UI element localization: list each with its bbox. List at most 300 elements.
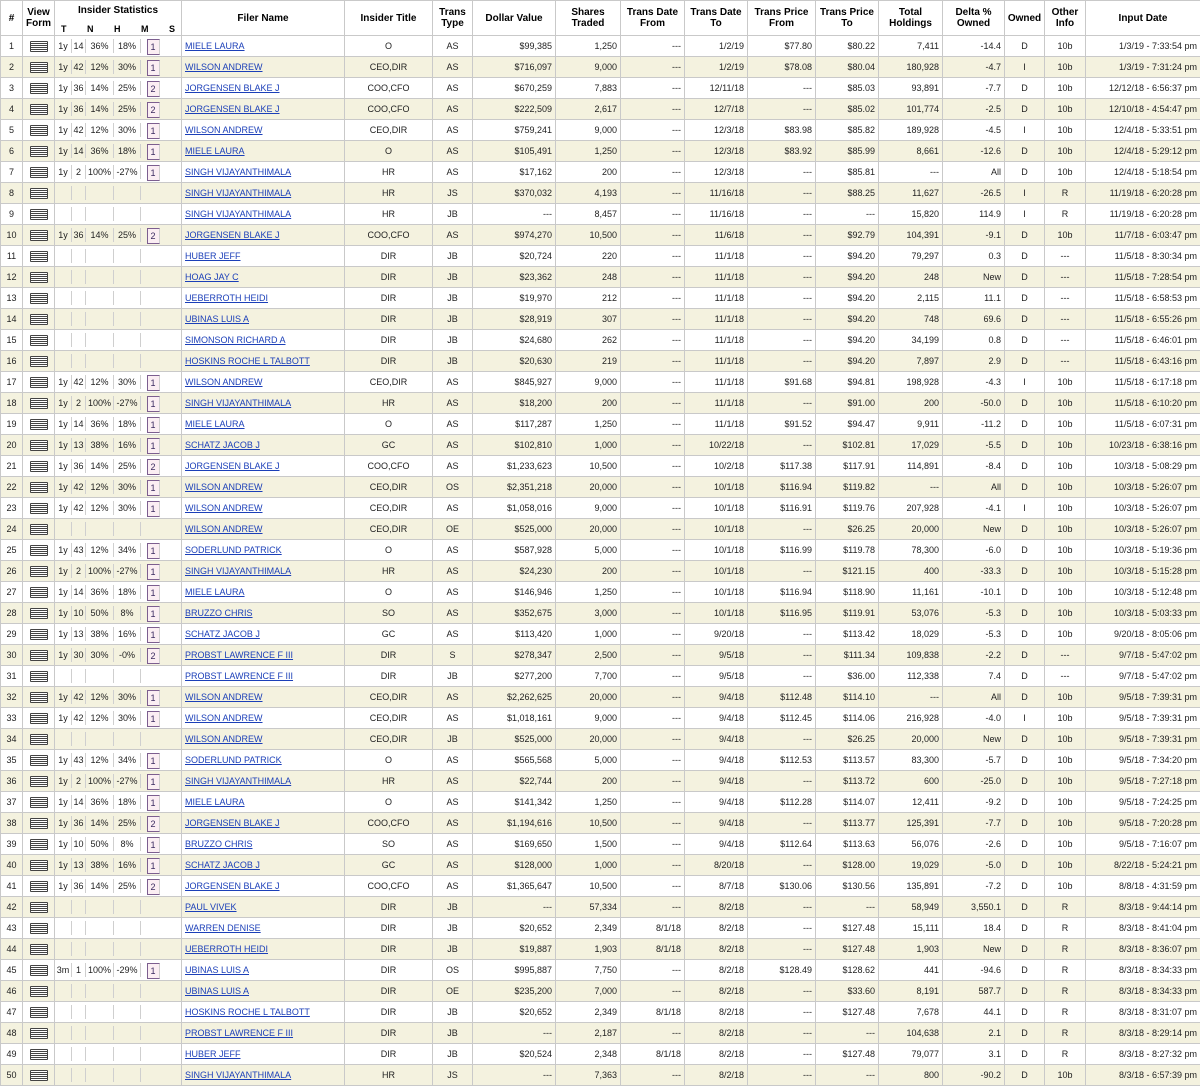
filer-name-cell [182,561,345,582]
other-info-cell: 10b [1045,624,1086,645]
view-form-cell [23,813,55,834]
filer-name-link[interactable]: SINGH VIJAYANTHIMALA [185,209,291,219]
filer-name-link[interactable]: SIMONSON RICHARD A [185,335,286,345]
trans-date-from-cell: --- [621,750,685,771]
delta-owned-cell: -7.2 [943,876,1005,897]
stat-s-badge[interactable]: 1 [147,837,160,853]
delta-owned-cell: -90.2 [943,1065,1005,1086]
stat-n: 42 [72,711,86,725]
stat-s-badge[interactable]: 1 [147,963,160,979]
filer-name-link[interactable]: SCHATZ JACOB J [185,629,260,639]
stat-n [72,1026,86,1040]
filer-name-link[interactable]: WILSON ANDREW [185,377,263,387]
filer-name-link[interactable]: MIELE LAURA [185,419,245,429]
insider-stats-cell [55,78,182,99]
stat-s-badge[interactable]: 1 [147,627,160,643]
stat-h: 12% [86,690,114,704]
stat-s-badge[interactable]: 2 [147,81,160,97]
view-form-icon[interactable] [30,734,48,745]
filer-name-link[interactable]: UBINAS LUIS A [185,986,249,996]
filer-name-link[interactable]: JORGENSEN BLAKE J [185,83,280,93]
filer-name-link[interactable]: WILSON ANDREW [185,713,263,723]
stat-t: 1y [55,627,72,641]
stat-s-badge[interactable]: 1 [147,417,160,433]
view-form-icon[interactable] [30,440,48,451]
dollar-value-cell: $113,420 [473,624,556,645]
view-form-icon[interactable] [30,881,48,892]
stat-m [114,186,141,200]
trans-type-cell: AS [433,498,473,519]
stat-s-badge[interactable]: 1 [147,480,160,496]
stat-s-badge[interactable]: 1 [147,39,160,55]
filer-name-link[interactable]: SODERLUND PATRICK [185,755,282,765]
stat-n: 13 [72,627,86,641]
total-holdings-cell: --- [879,687,943,708]
view-form-icon[interactable] [30,188,48,199]
stat-h: 38% [86,858,114,872]
filer-name-link[interactable]: UBINAS LUIS A [185,965,249,975]
delta-owned-cell: -4.1 [943,498,1005,519]
trans-price-from-cell: --- [748,246,816,267]
col-header-filer-name[interactable]: Filer Name [182,1,345,36]
trans-type-cell: JB [433,939,473,960]
filer-name-link[interactable]: BRUZZO CHRIS [185,839,253,849]
filer-name-link[interactable]: SINGH VIJAYANTHIMALA [185,566,291,576]
stat-s-badge[interactable]: 2 [147,459,160,475]
view-form-icon[interactable] [30,755,48,766]
view-form-icon[interactable] [30,629,48,640]
stat-m: 18% [114,795,141,809]
view-form-icon[interactable] [30,314,48,325]
filer-name-cell [182,519,345,540]
col-header-trans-date-to[interactable]: Trans Date To [685,1,748,36]
stat-s-badge[interactable]: 2 [147,648,160,664]
trans-type-cell: AS [433,624,473,645]
shares-traded-cell: 9,000 [556,498,621,519]
row-number: 13 [1,288,23,309]
stat-s-badge[interactable]: 1 [147,165,160,181]
filer-name-link[interactable]: HOSKINS ROCHE L TALBOTT [185,1007,310,1017]
filer-name-link[interactable]: WILSON ANDREW [185,503,263,513]
stat-s-badge[interactable]: 1 [147,543,160,559]
stat-h: 36% [86,39,114,53]
filer-name-cell [182,1002,345,1023]
trans-price-from-cell: --- [748,939,816,960]
stat-m: 18% [114,39,141,53]
trans-date-to-cell: 9/4/18 [685,729,748,750]
trans-date-from-cell: --- [621,36,685,57]
insider-title-cell: HR [345,183,433,204]
stat-t [55,249,72,263]
delta-owned-cell: -50.0 [943,393,1005,414]
stat-t [55,921,72,935]
trans-price-from-cell: --- [748,666,816,687]
total-holdings-cell: 56,076 [879,834,943,855]
view-form-icon[interactable] [30,230,48,241]
stat-h [86,249,114,263]
view-form-icon[interactable] [30,356,48,367]
stat-s [141,900,165,914]
dollar-value-cell: $845,927 [473,372,556,393]
trans-date-to-cell: 10/22/18 [685,435,748,456]
filer-name-link[interactable]: WILSON ANDREW [185,482,263,492]
view-form-icon[interactable] [30,146,48,157]
stat-t [55,732,72,746]
view-form-icon[interactable] [30,1070,48,1081]
stat-h [86,1068,114,1082]
trans-date-to-cell: 9/5/18 [685,645,748,666]
insider-stats-cell [55,99,182,120]
stat-s [141,543,165,557]
input-date-cell: 11/5/18 - 6:17:18 pm [1086,372,1200,393]
stat-s-badge[interactable]: 1 [147,606,160,622]
filer-name-link[interactable]: SINGH VIJAYANTHIMALA [185,1070,291,1080]
stat-n: 42 [72,480,86,494]
insider-title-cell: CEO,DIR [345,498,433,519]
view-form-icon[interactable] [30,272,48,283]
stat-s-badge[interactable]: 1 [147,690,160,706]
col-header-trans-type[interactable]: Trans Type [433,1,473,36]
trans-date-from-cell: --- [621,792,685,813]
stat-s-badge[interactable]: 2 [147,879,160,895]
view-form-cell [23,78,55,99]
stat-h [86,291,114,305]
filer-name-link[interactable]: JORGENSEN BLAKE J [185,461,280,471]
insider-title-cell: DIR [345,267,433,288]
filer-name-link[interactable]: PROBST LAWRENCE F III [185,1028,293,1038]
shares-traded-cell: 200 [556,162,621,183]
insider-stats-cell [55,246,182,267]
col-header-delta-owned[interactable]: Delta % Owned [943,1,1005,36]
shares-traded-cell: 9,000 [556,57,621,78]
view-form-icon[interactable] [30,986,48,997]
delta-owned-cell: 3,550.1 [943,897,1005,918]
stat-s-badge[interactable]: 1 [147,144,160,160]
stat-s-badge[interactable]: 1 [147,564,160,580]
stat-n: 2 [72,564,86,578]
filer-name-link[interactable]: PAUL VIVEK [185,902,237,912]
stat-m: 25% [114,102,141,116]
trans-price-from-cell: --- [748,309,816,330]
view-form-icon[interactable] [30,461,48,472]
view-form-icon[interactable] [30,902,48,913]
filer-name-link[interactable]: WILSON ANDREW [185,125,263,135]
view-form-icon[interactable] [30,83,48,94]
trans-date-to-cell: 9/20/18 [685,624,748,645]
stat-h [86,942,114,956]
stats-sub-t: T [61,24,67,35]
filer-name-link[interactable]: SINGH VIJAYANTHIMALA [185,776,291,786]
input-date-cell: 8/3/18 - 8:41:04 pm [1086,918,1200,939]
view-form-icon[interactable] [30,125,48,136]
trans-date-to-cell: 11/1/18 [685,288,748,309]
stat-s [141,291,165,305]
owned-cell: D [1005,981,1045,1002]
view-form-icon[interactable] [30,251,48,262]
delta-owned-cell: -14.4 [943,36,1005,57]
shares-traded-cell: 10,500 [556,813,621,834]
stat-h: 14% [86,81,114,95]
stat-s-badge[interactable]: 1 [147,585,160,601]
view-form-icon[interactable] [30,377,48,388]
filer-name-link[interactable]: PROBST LAWRENCE F III [185,671,293,681]
table-row [1,435,1200,456]
filer-name-cell [182,582,345,603]
trans-price-from-cell: --- [748,330,816,351]
trans-date-from-cell: --- [621,834,685,855]
stat-s-badge[interactable]: 1 [147,795,160,811]
input-date-cell: 11/5/18 - 6:46:01 pm [1086,330,1200,351]
filer-name-link[interactable]: HUBER JEFF [185,1049,241,1059]
stat-m [114,291,141,305]
col-header-dollar-value[interactable]: Dollar Value [473,1,556,36]
view-form-icon[interactable] [30,587,48,598]
col-header-shares-traded[interactable]: Shares Traded [556,1,621,36]
stat-t: 1y [55,858,72,872]
stat-m: 18% [114,585,141,599]
filer-name-link[interactable]: WILSON ANDREW [185,524,263,534]
dollar-value-cell: $525,000 [473,519,556,540]
col-header-trans-price-from[interactable]: Trans Price From [748,1,816,36]
stat-s-badge[interactable]: 1 [147,60,160,76]
filer-name-link[interactable]: SCHATZ JACOB J [185,860,260,870]
other-info-cell: --- [1045,666,1086,687]
row-number: 4 [1,99,23,120]
filer-name-link[interactable]: JORGENSEN BLAKE J [185,818,280,828]
filer-name-link[interactable]: MIELE LAURA [185,41,245,51]
insider-stats-cell [55,813,182,834]
stat-t [55,1005,72,1019]
col-header-total-holdings[interactable]: Total Holdings [879,1,943,36]
view-form-icon[interactable] [30,524,48,535]
filer-name-link[interactable]: UEBERROTH HEIDI [185,944,268,954]
other-info-cell: 10b [1045,99,1086,120]
view-form-icon[interactable] [30,797,48,808]
stat-s-badge[interactable]: 1 [147,753,160,769]
filer-name-cell [182,204,345,225]
delta-owned-cell: -2.6 [943,834,1005,855]
shares-traded-cell: 1,250 [556,414,621,435]
delta-owned-cell: -2.2 [943,645,1005,666]
trans-date-to-cell: 8/2/18 [685,897,748,918]
col-header-num[interactable]: # [1,1,23,36]
view-form-icon[interactable] [30,671,48,682]
stat-s-badge[interactable]: 2 [147,228,160,244]
stat-s-badge[interactable]: 1 [147,123,160,139]
trans-type-cell: AS [433,372,473,393]
row-number: 19 [1,414,23,435]
stat-s-badge[interactable]: 1 [147,396,160,412]
filer-name-link[interactable]: HOAG JAY C [185,272,239,282]
view-form-icon[interactable] [30,944,48,955]
stat-h: 50% [86,606,114,620]
trans-type-cell: AS [433,36,473,57]
trans-date-to-cell: 11/1/18 [685,351,748,372]
view-form-icon[interactable] [30,965,48,976]
owned-cell: I [1005,498,1045,519]
col-header-owned[interactable]: Owned [1005,1,1045,36]
owned-cell: D [1005,435,1045,456]
other-info-cell: --- [1045,309,1086,330]
view-form-icon[interactable] [30,104,48,115]
filer-name-link[interactable]: SODERLUND PATRICK [185,545,282,555]
col-header-input-date[interactable]: Input Date [1086,1,1200,36]
stat-s-badge[interactable]: 2 [147,102,160,118]
filer-name-link[interactable]: JORGENSEN BLAKE J [185,230,280,240]
col-header-trans-date-from[interactable]: Trans Date From [621,1,685,36]
filer-name-link[interactable]: SCHATZ JACOB J [185,440,260,450]
filer-name-link[interactable]: PROBST LAWRENCE F III [185,650,293,660]
trans-type-cell: OS [433,477,473,498]
input-date-cell: 8/22/18 - 5:24:21 pm [1086,855,1200,876]
view-form-icon[interactable] [30,398,48,409]
row-number: 30 [1,645,23,666]
stat-n: 42 [72,375,86,389]
total-holdings-cell: 400 [879,561,943,582]
filer-name-link[interactable]: UEBERROTH HEIDI [185,293,268,303]
dollar-value-cell: $277,200 [473,666,556,687]
view-form-icon[interactable] [30,503,48,514]
filer-name-link[interactable]: SINGH VIJAYANTHIMALA [185,398,291,408]
view-form-icon[interactable] [30,860,48,871]
col-header-view-form[interactable]: View Form [23,1,55,36]
filer-name-link[interactable]: SINGH VIJAYANTHIMALA [185,188,291,198]
view-form-icon[interactable] [30,335,48,346]
view-form-cell [23,834,55,855]
trans-type-cell: OS [433,960,473,981]
stat-s-badge[interactable]: 1 [147,774,160,790]
view-form-cell [23,603,55,624]
other-info-cell: 10b [1045,708,1086,729]
view-form-icon[interactable] [30,1049,48,1060]
stat-s-badge[interactable]: 1 [147,858,160,874]
total-holdings-cell: 135,891 [879,876,943,897]
stat-t: 1y [55,39,72,53]
filer-name-link[interactable]: JORGENSEN BLAKE J [185,881,280,891]
stat-s [141,1047,165,1061]
row-number: 1 [1,36,23,57]
stat-m: 30% [114,60,141,74]
filer-name-link[interactable]: BRUZZO CHRIS [185,608,253,618]
stat-s [141,312,165,326]
other-info-cell: 10b [1045,498,1086,519]
filer-name-link[interactable]: WILSON ANDREW [185,734,263,744]
row-number: 7 [1,162,23,183]
col-header-trans-price-to[interactable]: Trans Price To [816,1,879,36]
filer-name-link[interactable]: WILSON ANDREW [185,692,263,702]
input-date-cell: 10/3/18 - 5:26:07 pm [1086,498,1200,519]
trans-price-to-cell: --- [816,1023,879,1044]
view-form-cell [23,1044,55,1065]
trans-date-from-cell: --- [621,1065,685,1086]
dollar-value-cell: $18,200 [473,393,556,414]
col-header-insider-title[interactable]: Insider Title [345,1,433,36]
view-form-icon[interactable] [30,566,48,577]
input-date-cell: 12/12/18 - 6:56:37 pm [1086,78,1200,99]
view-form-icon[interactable] [30,167,48,178]
stat-h: 14% [86,228,114,242]
view-form-icon[interactable] [30,923,48,934]
view-form-icon[interactable] [30,1007,48,1018]
view-form-cell [23,99,55,120]
input-date-cell: 9/5/18 - 7:24:25 pm [1086,792,1200,813]
stat-s-badge[interactable]: 2 [147,816,160,832]
filer-name-link[interactable]: HOSKINS ROCHE L TALBOTT [185,356,310,366]
view-form-icon[interactable] [30,545,48,556]
shares-traded-cell: 220 [556,246,621,267]
filer-name-link[interactable]: SINGH VIJAYANTHIMALA [185,167,291,177]
filer-name-cell [182,645,345,666]
view-form-icon[interactable] [30,209,48,220]
view-form-icon[interactable] [30,41,48,52]
filer-name-cell [182,666,345,687]
view-form-icon[interactable] [30,713,48,724]
view-form-icon[interactable] [30,608,48,619]
view-form-icon[interactable] [30,62,48,73]
shares-traded-cell: 9,000 [556,372,621,393]
stat-n [72,291,86,305]
shares-traded-cell: 1,250 [556,141,621,162]
other-info-cell: R [1045,981,1086,1002]
filer-name-link[interactable]: MIELE LAURA [185,797,245,807]
view-form-icon[interactable] [30,293,48,304]
view-form-icon[interactable] [30,692,48,703]
total-holdings-cell: 104,638 [879,1023,943,1044]
trans-price-from-cell: --- [748,1002,816,1023]
stat-s [141,270,165,284]
filer-name-link[interactable]: MIELE LAURA [185,146,245,156]
view-form-icon[interactable] [30,839,48,850]
trans-date-from-cell: --- [621,960,685,981]
view-form-icon[interactable] [30,419,48,430]
view-form-icon[interactable] [30,818,48,829]
trans-price-to-cell: $119.76 [816,498,879,519]
col-header-insider-stats[interactable]: Insider Statistics [55,1,182,24]
view-form-icon[interactable] [30,776,48,787]
insider-title-cell: GC [345,855,433,876]
filer-name-link[interactable]: UBINAS LUIS A [185,314,249,324]
stat-s-badge[interactable]: 1 [147,501,160,517]
insider-stats-cell [55,1002,182,1023]
row-number: 49 [1,1044,23,1065]
view-form-icon[interactable] [30,1028,48,1039]
stat-t: 1y [55,396,72,410]
stat-s-badge[interactable]: 1 [147,438,160,454]
insider-stats-cell [55,645,182,666]
filer-name-link[interactable]: JORGENSEN BLAKE J [185,104,280,114]
view-form-icon[interactable] [30,650,48,661]
filer-name-link[interactable]: MIELE LAURA [185,587,245,597]
other-info-cell: 10b [1045,78,1086,99]
col-header-other-info[interactable]: Other Info [1045,1,1086,36]
view-form-icon[interactable] [30,482,48,493]
row-number: 48 [1,1023,23,1044]
filer-name-link[interactable]: HUBER JEFF [185,251,241,261]
stat-s-badge[interactable]: 1 [147,375,160,391]
dollar-value-cell: $20,630 [473,351,556,372]
filer-name-link[interactable]: WILSON ANDREW [185,62,263,72]
delta-owned-cell: -9.2 [943,792,1005,813]
filer-name-link[interactable]: WARREN DENISE [185,923,261,933]
dollar-value-cell: $128,000 [473,855,556,876]
input-date-cell: 11/5/18 - 6:07:31 pm [1086,414,1200,435]
trans-price-to-cell: $33.60 [816,981,879,1002]
table-row [1,99,1200,120]
view-form-cell [23,351,55,372]
table-row [1,204,1200,225]
trans-price-from-cell: $116.99 [748,540,816,561]
stat-s-badge[interactable]: 1 [147,711,160,727]
